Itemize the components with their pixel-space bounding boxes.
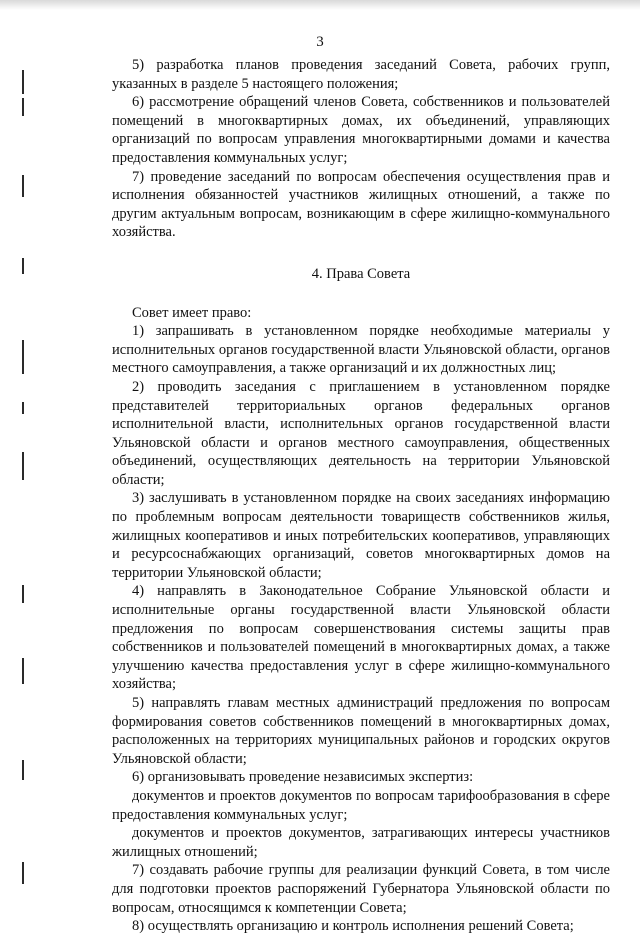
list-item: 3) заслушивать в установленном порядке на своих заседаниях информацию по проблемным вопросам деятельности товариществ собственников жилья, жилищных кооперативов и иных потребительских кооперативов, управляющих и ресурсоснабжающих организаций, советов многоквартирных домов на территории Ульяновской области;	[112, 490, 610, 581]
list-item: 2) проводить заседания с приглашением в установленном порядке представителей территориальных органов федеральных органов исполнительной власти, исполнительных органов государственной власти Ульяновской области и органов местного самоуправления, общественных объединений, осуществляющих деятельность на территории Ульяновской области;	[112, 378, 610, 488]
margin-mark	[22, 340, 24, 374]
scan-edge-shadow	[0, 0, 640, 10]
sub-list-item: документов и проектов документов по вопросам тарифообразования в сфере предоставления коммунальных услуг;	[112, 787, 610, 823]
margin-mark	[22, 70, 24, 94]
margin-mark	[22, 452, 24, 480]
page-number: 3	[316, 34, 324, 50]
list-item: 4) направлять в Законодательное Собрание Ульяновской области и исполнительные органы государственной власти Ульяновской области предложения по вопросам совершенствования системы защиты прав собственников и пользователей помещений в многоквартирных домах, а также улучшению качества предоставления услуг в сфере жилищно-коммунального хозяйства;	[112, 583, 610, 693]
margin-mark	[22, 862, 24, 884]
margin-mark	[22, 258, 24, 274]
section-intro: Совет имеет право:	[132, 304, 252, 321]
section-heading: 4. Права Совета	[311, 265, 411, 282]
list-item: 5) разработка планов проведения заседаний Совета, рабочих групп, указанных в разделе 5 настоящего положения;	[112, 57, 610, 92]
list-item: 6) рассмотрение обращений членов Совета, собственников и пользователей помещений в многоквартирных домах, их объединений, управляющих организаций по вопросам управления многоквартирными домами и качества предоставления коммунальных услуг;	[112, 94, 610, 166]
list-item: 5) направлять главам местных администраций предложения по вопросам формирования советов собственников помещений в многоквартирных домах, расположенных на территориях муниципальных районов и городских округов Ульяновской области;	[112, 695, 610, 767]
margin-mark	[22, 402, 24, 414]
document-body	[112, 56, 610, 936]
sub-list-item: документов и проектов документов, затрагивающих интересы участников жилищных отношений;	[112, 825, 610, 860]
list-item: 7) проведение заседаний по вопросам обеспечения осуществления прав и исполнения обязанностей участников жилищных отношений, а также по другим актуальным вопросам, возникающим в сфере жилищно-коммунального хозяйства.	[112, 168, 610, 241]
margin-mark	[22, 760, 24, 780]
list-item: 6) организовывать проведение независимых экспертиз:	[132, 769, 474, 786]
margin-mark	[22, 175, 24, 197]
margin-mark	[22, 585, 24, 603]
list-item: 7) создавать рабочие группы для реализации функций Совета, в том числе для подготовки проектов распоряжений Губернатора Ульяновской области по вопросам, относящимся к компетенции Совета;	[112, 862, 610, 916]
margin-mark	[22, 98, 24, 116]
list-item: 8) осуществлять организацию и контроль исполнения решений Совета;	[132, 918, 574, 935]
margin-mark	[22, 658, 24, 684]
list-item: 1) запрашивать в установленном порядке необходимые материалы у исполнительных органов государственной власти Ульяновской области, органов местного самоуправления, а также организаций и их должностных лиц;	[112, 323, 610, 377]
